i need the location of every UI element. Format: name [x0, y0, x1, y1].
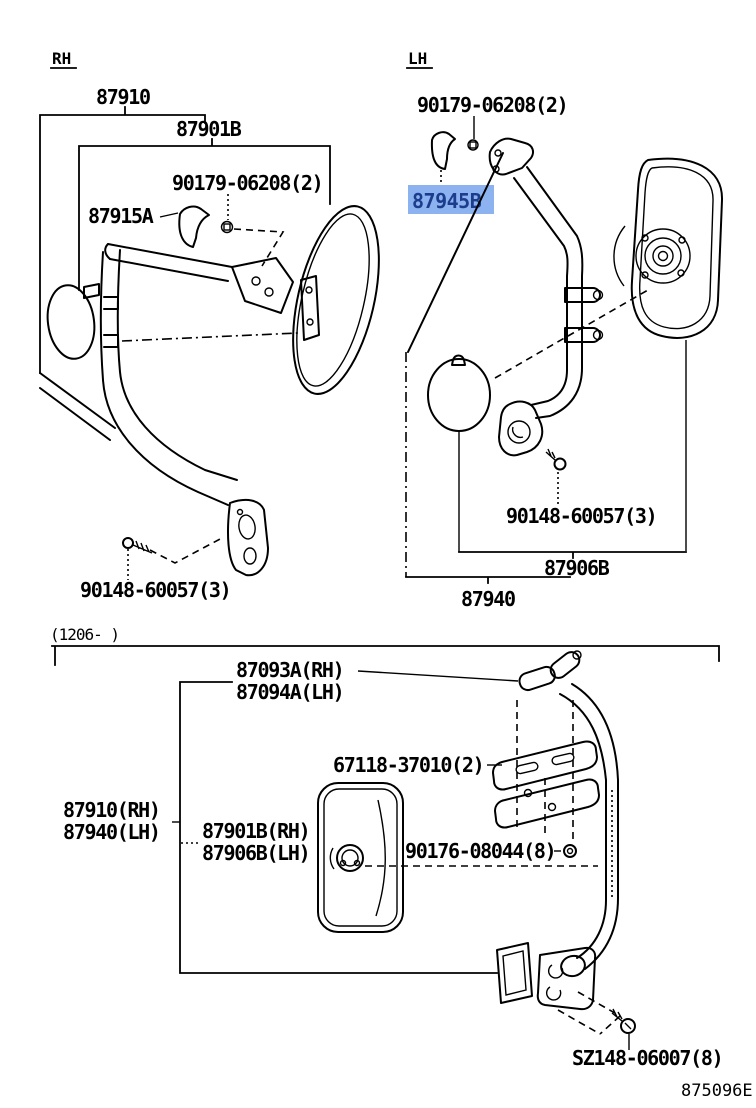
lh-lower-bracket — [499, 402, 542, 456]
part-label-sz148[interactable]: SZ148-06007(8) — [572, 1046, 723, 1070]
rh-arm-base — [228, 500, 268, 575]
late-mirror — [318, 783, 403, 932]
rh-mirror-mount — [232, 258, 319, 340]
applicability-bracket — [52, 646, 719, 665]
mirror-cover-87945b — [432, 132, 455, 169]
part-label-90148-rh[interactable]: 90148-60057(3) — [80, 578, 231, 602]
part-label-87915a[interactable]: 87915A — [88, 204, 153, 228]
part-label-87901b-late[interactable]: 87901B(RH) — [202, 819, 310, 843]
part-label-87094a[interactable]: 87094A(LH) — [236, 680, 344, 704]
applicability-label: (1206- ) — [50, 625, 120, 644]
screw-icon-90148-lh — [546, 449, 566, 470]
nut-icon-lh — [468, 140, 478, 150]
lh-heading: LH — [408, 49, 428, 68]
late-section — [50, 625, 722, 1070]
part-label-87906b[interactable]: 87906B — [544, 556, 609, 580]
leader-87093a — [358, 671, 518, 681]
rh-section — [40, 49, 395, 602]
part-label-90176[interactable]: 90176-08044(8) — [405, 839, 556, 863]
rh-mirror-arm — [101, 244, 237, 505]
late-base-bracket — [497, 943, 595, 1009]
part-label-67118[interactable]: 67118-37010(2) — [333, 753, 484, 777]
part-label-90148-lh[interactable]: 90148-60057(3) — [506, 504, 657, 528]
lh-spot-mirror — [428, 356, 490, 553]
late-mirror-arm — [517, 649, 618, 979]
lh-section — [406, 49, 722, 611]
alignment-dash-line-lh — [495, 290, 648, 378]
mirror-cover-87915a — [179, 207, 209, 247]
part-label-87940-late[interactable]: 87940(LH) — [63, 820, 160, 844]
rh-heading: RH — [52, 49, 72, 68]
part-label-87093a[interactable]: 87093A(RH) — [236, 658, 344, 682]
part-label-87945b[interactable]: 87945B — [412, 189, 482, 213]
rh-mirror-head — [277, 198, 394, 402]
nut-icon-rh — [222, 222, 233, 233]
figure-code: 875096E — [681, 1081, 753, 1101]
rh-door-panel — [40, 282, 115, 440]
lh-mirror-arm — [514, 167, 603, 418]
part-label-87901b[interactable]: 87901B — [176, 117, 241, 141]
alignment-dash-line-rh — [122, 333, 298, 341]
part-label-87910[interactable]: 87910 — [96, 85, 150, 109]
nut-icon-90176 — [564, 845, 576, 857]
dashed-line-90148-rh — [150, 538, 222, 563]
dashed-line-90179-rh — [234, 229, 283, 266]
lh-mirror-head — [614, 159, 722, 338]
pad-plates — [493, 741, 599, 827]
lh-door-edge — [408, 153, 503, 352]
leader-87915a — [160, 213, 178, 217]
part-label-87910-late[interactable]: 87910(RH) — [63, 798, 160, 822]
part-label-87906b-late[interactable]: 87906B(LH) — [202, 841, 310, 865]
part-label-87940[interactable]: 87940 — [461, 587, 515, 611]
part-label-90179-lh[interactable]: 90179-06208(2) — [417, 93, 568, 117]
part-label-90179-rh[interactable]: 90179-06208(2) — [172, 171, 323, 195]
dashed-line-sz148 — [558, 992, 620, 1034]
